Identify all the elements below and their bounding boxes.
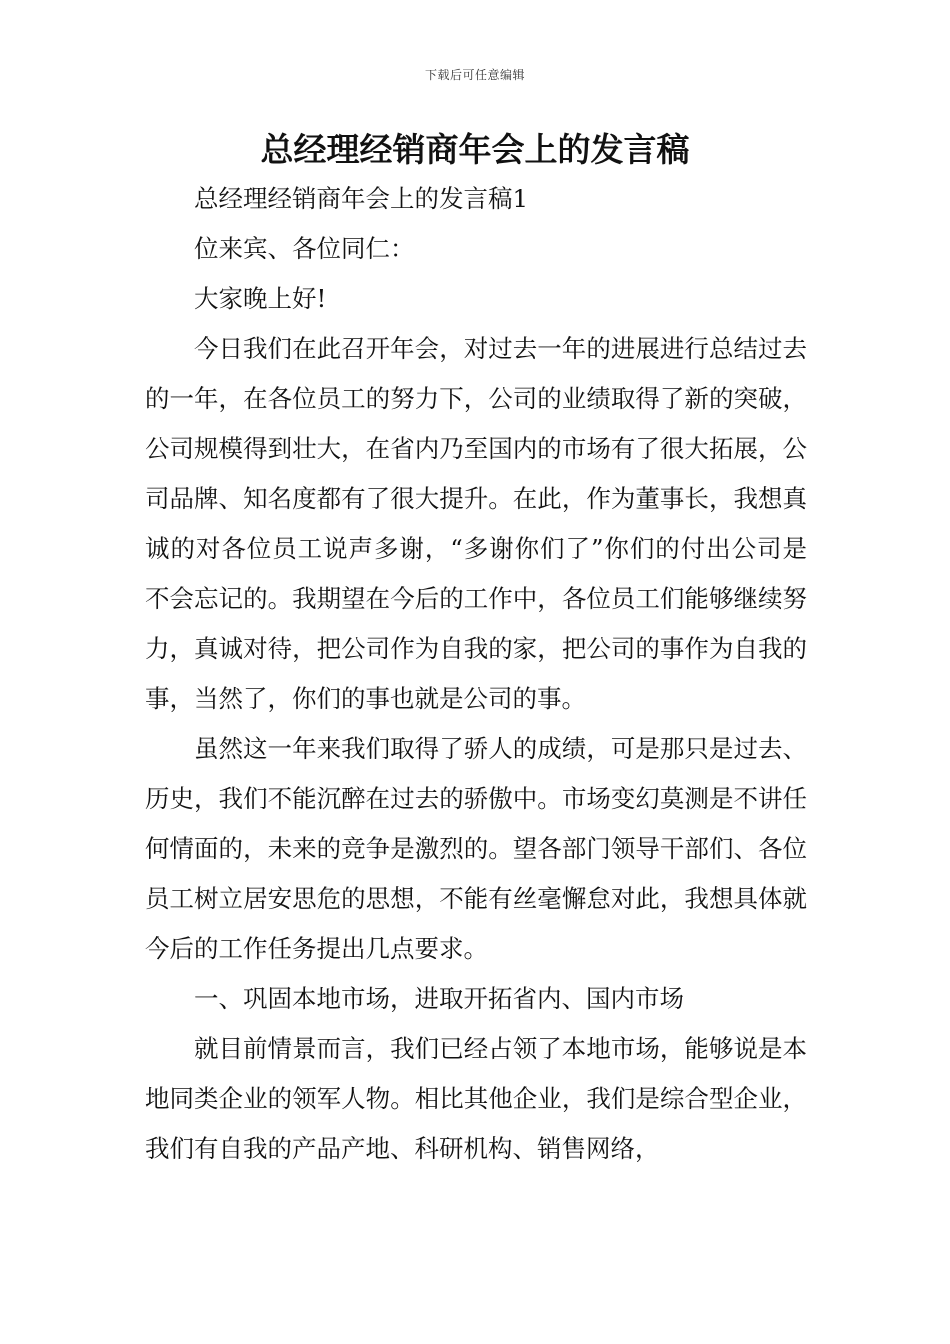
paragraph: 大家晚上好! xyxy=(194,284,327,313)
document-body xyxy=(145,174,807,1174)
paragraph: 就目前情景而言，我们已经占领了本地市场，能够说是本地同类企业的领军人物。相比其他企业，我们是综合型企业，我们有自我的产品产地、科研机构、销售网络， xyxy=(145,1034,807,1163)
paragraph: 今日我们在此召开年会，对过去一年的进展进行总结过去的一年，在各位员工的努力下，公司的业绩取得了新的突破，公司规模得到壮大，在省内乃至国内的市场有了很大拓展，公司品牌、知名度都有了很大提升。在此，作为董事长，我想真诚的对各位员工说声多谢，“多谢你们了”你们的付出公司是不会忘记的。我期望在今后的工作中，各位员工们能够继续努力，真诚对待，把公司作为自我的家，把公司的事作为自我的事，当然了，你们的事也就是公司的事。 xyxy=(145,334,807,713)
document-title: 总经理经销商年会上的发言稿 xyxy=(260,130,690,169)
paragraph: 虽然这一年来我们取得了骄人的成绩，可是那只是过去、历史，我们不能沉醉在过去的骄傲中。市场变幻莫测是不讲任何情面的，未来的竞争是激烈的。望各部门领导干部们、各位员工树立居安思危的思想，不能有丝毫懈怠对此，我想具体就今后的工作任务提出几点要求。 xyxy=(145,734,807,963)
header-note: 下载后可任意编辑 xyxy=(424,68,525,82)
paragraph: 位来宾、各位同仁： xyxy=(194,234,415,263)
paragraph: 一、巩固本地市场，进取开拓省内、国内市场 xyxy=(194,984,684,1013)
paragraph: 总经理经销商年会上的发言稿1 xyxy=(194,184,529,213)
